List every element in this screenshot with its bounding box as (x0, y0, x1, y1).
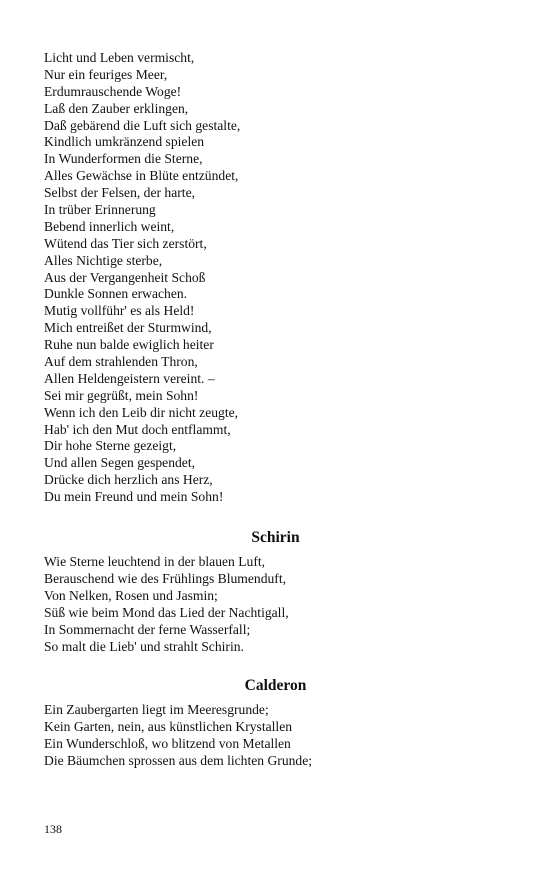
poem-line: Mich entreißet der Sturmwind, (44, 320, 212, 336)
poem-line: Von Nelken, Rosen und Jasmin; (44, 587, 218, 603)
poem-line: Ein Zaubergarten liegt im Meeresgrunde; (44, 702, 269, 718)
poem-line: Auf dem strahlenden Thron, (44, 354, 198, 370)
poem-line: Du mein Freund und mein Sohn! (44, 489, 224, 505)
poem-line: Alles Nichtige sterbe, (44, 252, 163, 268)
poem-line: In trüber Erinnerung (44, 202, 156, 218)
poem-line: Mutig vollführ' es als Held! (44, 303, 195, 319)
poem-line: Süß wie beim Mond das Lied der Nachtigall, (44, 604, 289, 620)
poem-line: Und allen Segen gespendet, (44, 455, 195, 471)
poem-line: Erdumrauschende Woge! (44, 83, 182, 99)
poem-line: Selbst der Felsen, der harte, (44, 185, 195, 201)
poem-line: So malt die Lieb' und strahlt Schirin. (44, 638, 244, 654)
poem-line: Kindlich umkränzend spielen (44, 134, 205, 150)
poem-title: Schirin (251, 529, 300, 547)
poem-line: Licht und Leben vermischt, (44, 50, 195, 65)
poem-line: Daß gebärend die Luft sich gestalte, (44, 117, 241, 133)
poem-stanza (44, 50, 514, 506)
poem-stanza (44, 702, 514, 770)
poem-line: Drücke dich herzlich ans Herz, (44, 472, 213, 488)
poem-line: Berauschend wie des Frühlings Blumenduft, (44, 570, 287, 586)
poem-line: Die Bäumchen sprossen aus dem lichten Grunde; (44, 753, 313, 769)
poem-stanza (44, 554, 514, 655)
poem-line: Wie Sterne leuchtend in der blauen Luft, (44, 554, 266, 570)
page-text (44, 50, 514, 770)
poem-line: Nur ein feuriges Meer, (44, 66, 168, 82)
poem-line: Allen Heldengeistern vereint. – (44, 370, 215, 386)
poem-line: Bebend innerlich weint, (44, 218, 175, 234)
poem-line: Dunkle Sonnen erwachen. (44, 286, 188, 302)
poem-title: Calderon (244, 677, 307, 695)
poem-line: Laß den Zauber erklingen, (44, 100, 189, 116)
poem-line: Kein Garten, nein, aus künstlichen Krystallen (44, 719, 293, 735)
poem-line: Sei mir gegrüßt, mein Sohn! (44, 387, 199, 403)
page-number: 138 (44, 822, 62, 836)
poem-line: Wenn ich den Leib dir nicht zeugte, (44, 404, 239, 420)
poem-line: Alles Gewächse in Blüte entzündet, (44, 168, 239, 184)
poem-line: Ruhe nun balde ewiglich heiter (44, 337, 214, 353)
poem-line: In Sommernacht der ferne Wasserfall; (44, 621, 251, 637)
poem-line: Hab' ich den Mut doch entflammt, (44, 421, 231, 437)
poem-line: Dir hohe Sterne gezeigt, (44, 438, 177, 454)
poem-line: Aus der Vergangenheit Schoß (44, 269, 206, 285)
poem-line: Wütend das Tier sich zerstört, (44, 235, 207, 251)
poem-line: Ein Wunderschloß, wo blitzend von Metallen (44, 736, 291, 752)
poem-line: In Wunderformen die Sterne, (44, 151, 203, 167)
